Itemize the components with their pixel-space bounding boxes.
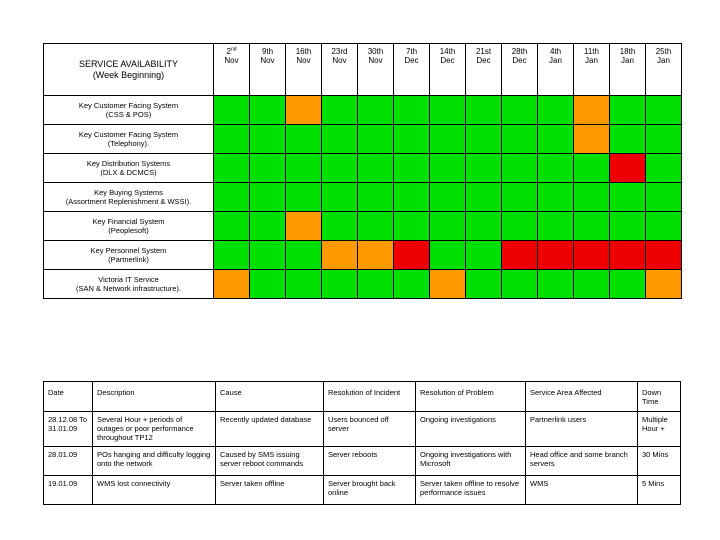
- status-cell-ok: [574, 183, 610, 212]
- status-cell-ok: [214, 212, 250, 241]
- status-cell-ok: [610, 212, 646, 241]
- week-day: 7th: [405, 47, 418, 56]
- week-month: Jan: [585, 56, 598, 65]
- status-cell-ok: [646, 96, 682, 125]
- week-header: [430, 44, 466, 96]
- status-cell-ok: [250, 154, 286, 183]
- incident-cell: Multiple Hour +: [638, 412, 681, 447]
- incident-row: [44, 447, 681, 476]
- incident-column-header: Resolution of Incident: [324, 382, 416, 412]
- week-day: 4th: [549, 47, 562, 56]
- status-cell-ok: [250, 125, 286, 154]
- status-cell-ok: [358, 125, 394, 154]
- status-cell-ok: [646, 154, 682, 183]
- service-row: [44, 241, 682, 270]
- service-name-line2: (Assortment Replenishment & WSSI).: [65, 197, 192, 206]
- status-cell-ok: [322, 183, 358, 212]
- status-cell-ok: [466, 183, 502, 212]
- status-cell-degraded: [214, 270, 250, 299]
- status-cell-ok: [538, 270, 574, 299]
- week-day: 14th: [439, 47, 456, 56]
- service-name: [44, 270, 214, 299]
- week-day: 30th: [367, 47, 384, 56]
- status-cell-degraded: [574, 96, 610, 125]
- status-cell-ok: [466, 154, 502, 183]
- service-name-line2: (Partnerlink): [108, 255, 149, 264]
- status-cell-ok: [574, 270, 610, 299]
- service-name-line1: Key Buying Systems: [94, 188, 163, 197]
- service-name-line2: (CSS & POS): [105, 110, 152, 119]
- status-cell-ok: [502, 154, 538, 183]
- grid-title-main: SERVICE AVAILABILITY: [78, 58, 179, 69]
- incident-cell: 5 Mins: [638, 476, 681, 505]
- incident-cell: POs hanging and difficulty logging onto the network: [93, 447, 216, 476]
- status-cell-ok: [502, 270, 538, 299]
- service-name-line1: Key Customer Facing System: [78, 101, 179, 110]
- service-row: [44, 96, 682, 125]
- status-cell-ok: [358, 212, 394, 241]
- week-day: 2: [226, 47, 231, 56]
- incident-cell: 28.01.09: [44, 447, 93, 476]
- week-month: Dec: [440, 56, 455, 65]
- service-row: [44, 125, 682, 154]
- status-cell-degraded: [358, 241, 394, 270]
- week-header: [502, 44, 538, 96]
- status-cell-ok: [502, 212, 538, 241]
- status-cell-ok: [214, 183, 250, 212]
- status-cell-ok: [430, 125, 466, 154]
- status-cell-ok: [322, 96, 358, 125]
- incident-cell: Server reboots: [324, 447, 416, 476]
- incident-cell: Caused by SMS issuing server reboot commands: [216, 447, 324, 476]
- week-month: Nov: [332, 56, 347, 65]
- status-cell-degraded: [574, 125, 610, 154]
- status-cell-ok: [538, 183, 574, 212]
- week-header: [646, 44, 682, 96]
- week-header: [214, 44, 250, 96]
- status-cell-ok: [646, 183, 682, 212]
- week-day: 9th: [261, 47, 274, 56]
- status-cell-degraded: [430, 270, 466, 299]
- status-cell-outage: [646, 241, 682, 270]
- status-cell-ok: [430, 96, 466, 125]
- service-name: [44, 183, 214, 212]
- service-name-line2: (Peoplesoft): [108, 226, 149, 235]
- week-day-suffix: nd: [230, 46, 237, 53]
- status-cell-ok: [394, 183, 430, 212]
- status-cell-ok: [610, 96, 646, 125]
- service-name-line1: Key Customer Facing System: [78, 130, 179, 139]
- incident-cell: Partnerlink users: [526, 412, 638, 447]
- week-month: Nov: [296, 56, 311, 65]
- week-day: 25th: [655, 47, 672, 56]
- incident-column-header: Cause: [216, 382, 324, 412]
- service-name-line1: Key Personnel System: [90, 246, 167, 255]
- service-name: [44, 154, 214, 183]
- status-cell-ok: [430, 241, 466, 270]
- incident-cell: 19.01.09: [44, 476, 93, 505]
- grid-title-sub: (Week Beginning): [92, 69, 165, 80]
- incident-row: [44, 412, 681, 447]
- status-cell-ok: [502, 183, 538, 212]
- service-name: [44, 96, 214, 125]
- status-cell-ok: [394, 154, 430, 183]
- status-cell-degraded: [286, 96, 322, 125]
- week-header: [574, 44, 610, 96]
- service-name-line1: Key Distribution Systems: [86, 159, 171, 168]
- week-month: Nov: [368, 56, 383, 65]
- status-cell-ok: [286, 270, 322, 299]
- status-cell-ok: [394, 96, 430, 125]
- service-row: [44, 183, 682, 212]
- incident-column-header: Resolution of Problem: [416, 382, 526, 412]
- status-cell-ok: [610, 125, 646, 154]
- incident-table: [43, 381, 681, 505]
- week-header-row: [44, 44, 682, 96]
- service-name: [44, 241, 214, 270]
- incident-cell: WMS lost connectivity: [93, 476, 216, 505]
- service-name-line2: (DLX & DCMCS): [100, 168, 157, 177]
- incident-cell: Head office and some branch servers: [526, 447, 638, 476]
- status-cell-outage: [502, 241, 538, 270]
- week-month: Dec: [404, 56, 419, 65]
- status-cell-ok: [286, 241, 322, 270]
- week-day: 21st: [475, 47, 492, 56]
- availability-table: [43, 43, 682, 299]
- week-month: Nov: [260, 56, 275, 65]
- status-cell-ok: [538, 125, 574, 154]
- status-cell-outage: [574, 241, 610, 270]
- week-header: [466, 44, 502, 96]
- service-row: [44, 154, 682, 183]
- status-cell-ok: [610, 183, 646, 212]
- week-day: 28th: [511, 47, 528, 56]
- status-cell-ok: [646, 125, 682, 154]
- status-cell-ok: [250, 212, 286, 241]
- status-cell-ok: [250, 241, 286, 270]
- incident-log: [43, 381, 681, 505]
- status-cell-ok: [358, 154, 394, 183]
- incident-column-header: Date: [44, 382, 93, 412]
- status-cell-ok: [430, 212, 466, 241]
- status-cell-ok: [358, 270, 394, 299]
- incident-cell: Several Hour + periods of outages or poor performance throughout TP12: [93, 412, 216, 447]
- service-name-line2: (SAN & Network infrastructure).: [75, 284, 182, 293]
- status-cell-ok: [394, 125, 430, 154]
- week-header: [286, 44, 322, 96]
- week-header: [358, 44, 394, 96]
- status-cell-degraded: [286, 212, 322, 241]
- week-month: Jan: [621, 56, 634, 65]
- incident-column-header: Down Time: [638, 382, 681, 412]
- status-cell-ok: [574, 212, 610, 241]
- status-cell-ok: [286, 183, 322, 212]
- incident-cell: Server taken offline: [216, 476, 324, 505]
- status-cell-ok: [358, 183, 394, 212]
- status-cell-ok: [250, 270, 286, 299]
- status-cell-ok: [250, 183, 286, 212]
- status-cell-ok: [214, 241, 250, 270]
- incident-cell: WMS: [526, 476, 638, 505]
- status-cell-ok: [358, 96, 394, 125]
- status-cell-ok: [214, 125, 250, 154]
- week-day: 23rd: [331, 47, 348, 56]
- incident-cell: Users bounced off server: [324, 412, 416, 447]
- week-header: [538, 44, 574, 96]
- status-cell-outage: [538, 241, 574, 270]
- service-name-line1: Victoria IT Service: [98, 275, 159, 284]
- status-cell-outage: [394, 241, 430, 270]
- service-name-line2: (Telephony).: [107, 139, 150, 148]
- week-day: 11th: [584, 47, 599, 56]
- status-cell-ok: [538, 212, 574, 241]
- week-month: Jan: [549, 56, 562, 65]
- incident-cell: Server brought back online: [324, 476, 416, 505]
- status-cell-ok: [646, 212, 682, 241]
- status-cell-outage: [610, 241, 646, 270]
- incident-header-row: [44, 382, 681, 412]
- status-cell-ok: [466, 125, 502, 154]
- service-name-line1: Key Financial System: [92, 217, 165, 226]
- incident-column-header: Service Area Affected: [526, 382, 638, 412]
- status-cell-ok: [322, 212, 358, 241]
- service-row: [44, 212, 682, 241]
- status-cell-degraded: [646, 270, 682, 299]
- status-cell-ok: [394, 212, 430, 241]
- incident-cell: 30 Mins: [638, 447, 681, 476]
- week-month: Dec: [476, 56, 491, 65]
- week-day: 16th: [295, 47, 312, 56]
- week-header: [394, 44, 430, 96]
- status-cell-ok: [574, 154, 610, 183]
- status-cell-ok: [502, 125, 538, 154]
- status-cell-ok: [430, 183, 466, 212]
- week-header: [250, 44, 286, 96]
- status-cell-ok: [466, 241, 502, 270]
- week-day: 18th: [619, 47, 636, 56]
- incident-cell: Recently updated database: [216, 412, 324, 447]
- status-cell-ok: [322, 154, 358, 183]
- status-cell-ok: [502, 96, 538, 125]
- service-row: [44, 270, 682, 299]
- service-name: [44, 212, 214, 241]
- incident-column-header: Description: [93, 382, 216, 412]
- grid-title: [44, 44, 214, 96]
- status-cell-degraded: [322, 241, 358, 270]
- service-name: [44, 125, 214, 154]
- incident-cell: Server taken offline to resolve performance issues: [416, 476, 526, 505]
- incident-row: [44, 476, 681, 505]
- status-cell-ok: [286, 154, 322, 183]
- status-cell-ok: [466, 96, 502, 125]
- status-cell-ok: [250, 96, 286, 125]
- status-cell-ok: [394, 270, 430, 299]
- status-cell-ok: [214, 154, 250, 183]
- incident-cell: 28.12.08 To 31.01.09: [44, 412, 93, 447]
- week-month: Jan: [657, 56, 670, 65]
- status-cell-ok: [430, 154, 466, 183]
- status-cell-ok: [538, 154, 574, 183]
- incident-cell: Ongoing investigations: [416, 412, 526, 447]
- incident-cell: Ongoing investigations with Microsoft: [416, 447, 526, 476]
- status-cell-ok: [322, 125, 358, 154]
- status-cell-ok: [538, 96, 574, 125]
- week-header: [322, 44, 358, 96]
- status-cell-ok: [610, 270, 646, 299]
- status-cell-ok: [466, 212, 502, 241]
- status-cell-ok: [214, 96, 250, 125]
- status-cell-ok: [286, 125, 322, 154]
- week-header: [610, 44, 646, 96]
- status-cell-ok: [466, 270, 502, 299]
- week-month: Dec: [512, 56, 527, 65]
- status-cell-ok: [322, 270, 358, 299]
- week-month: Nov: [224, 56, 239, 65]
- status-cell-outage: [610, 154, 646, 183]
- service-availability-grid: [43, 43, 682, 299]
